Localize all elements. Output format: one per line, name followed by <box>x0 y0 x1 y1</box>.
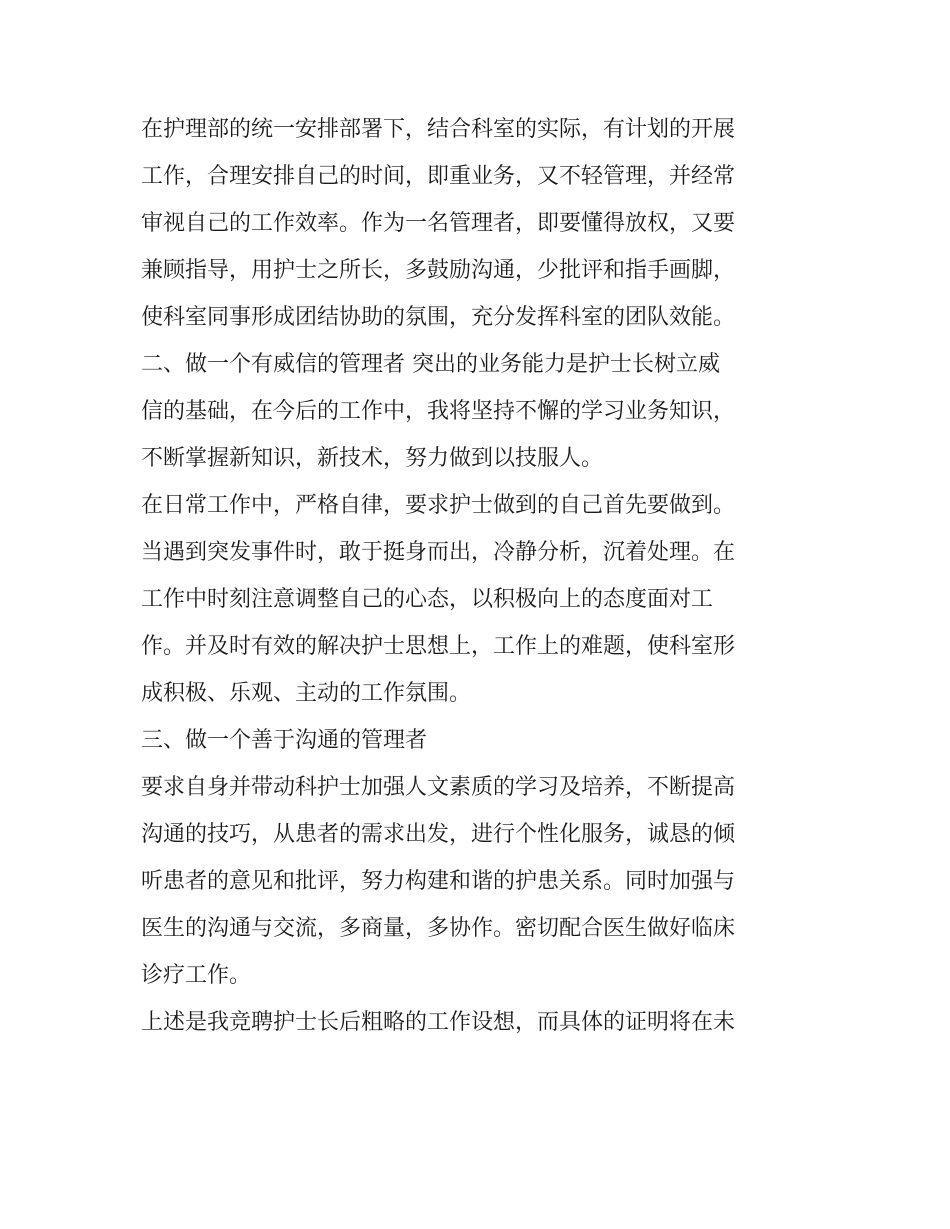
text-line: 诊疗工作。 <box>141 963 252 988</box>
text-line: 上述是我竞聘护士长后粗略的工作设想，而具体的证明将在未 <box>141 1010 736 1035</box>
text-line: 医生的沟通与交流，多商量，多协作。密切配合医生做好临床 <box>141 916 736 941</box>
text-line: 成积极、乐观、主动的工作氛围。 <box>141 681 472 706</box>
text-line: 当遇到突发事件时，敢于挺身而出，冷静分析，沉着处理。在 <box>141 540 736 565</box>
text-line: 信的基础，在今后的工作中，我将坚持不懈的学习业务知识， <box>141 399 736 424</box>
text-line: 工作中时刻注意调整自己的心态，以积极向上的态度面对工 <box>141 587 714 612</box>
text-line: 作。并及时有效的解决护士思想上，工作上的难题，使科室形 <box>141 634 736 659</box>
text-line: 兼顾指导，用护士之所长，多鼓励沟通，少批评和指手画脚， <box>141 258 736 283</box>
text-line: 在日常工作中，严格自律，要求护士做到的自己首先要做到。 <box>141 493 736 518</box>
section-heading-3: 三、做一个善于沟通的管理者 <box>141 728 428 753</box>
text-line: 要求自身并带动科护士加强人文素质的学习及培养，不断提高 <box>141 775 736 800</box>
text-line: 审视自己的工作效率。作为一名管理者，即要懂得放权，又要 <box>141 211 736 236</box>
text-line: 听患者的意见和批评，努力构建和谐的护患关系。同时加强与 <box>141 869 736 894</box>
text-line: 沟通的技巧，从患者的需求出发，进行个性化服务，诚恳的倾 <box>141 822 736 847</box>
text-line: 不断掌握新知识，新技术，努力做到以技服人。 <box>141 446 604 471</box>
body-text <box>141 106 821 1046</box>
section-heading-2: 二、做一个有威信的管理者 突出的业务能力是护士长树立威 <box>141 352 720 377</box>
text-line: 在护理部的统一安排部署下，结合科室的实际，有计划的开展 <box>141 117 736 142</box>
text-line: 工作，合理安排自己的时间，即重业务，又不轻管理，并经常 <box>141 164 736 189</box>
text-line: 使科室同事形成团结协助的氛围，充分发挥科室的团队效能。 <box>141 305 736 330</box>
